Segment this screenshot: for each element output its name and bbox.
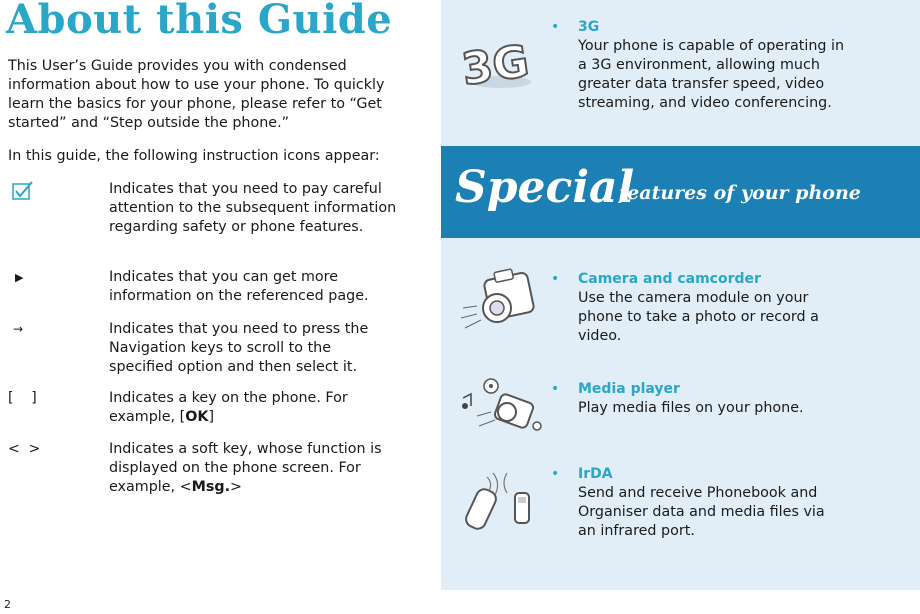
camera-icon	[457, 262, 541, 346]
feature-text: Play media files on your phone.	[578, 400, 804, 416]
bullet: •	[551, 271, 560, 287]
page-number: 2	[4, 598, 11, 611]
3g-icon	[457, 18, 537, 102]
feature-heading: IrDA	[578, 466, 613, 482]
feature-heading: Media player	[578, 381, 680, 397]
feature-text: Send and receive Phonebook and Organiser data and media files via an infrared port.	[578, 485, 825, 539]
banner-title: Special	[455, 162, 635, 213]
play-arrow-icon: ▶	[15, 271, 24, 284]
media-player-icon	[457, 376, 547, 444]
feature-heading: Camera and camcorder	[578, 271, 761, 287]
feature-text: Use the camera module on your phone to take a photo or record a video.	[578, 290, 819, 344]
bullet: •	[551, 381, 560, 397]
banner-subtitle: features of your phone	[619, 182, 861, 204]
icon-description: Indicates a key on the phone. For example, [OK]	[109, 390, 348, 425]
bullet: •	[551, 466, 560, 482]
checkbox-icon	[8, 180, 98, 207]
icon-description: Indicates a soft key, whose function is displayed on the phone screen. For example, <Msg.>	[109, 441, 382, 495]
section-banner	[441, 146, 920, 238]
feature-heading: 3G	[578, 19, 600, 35]
left-page	[0, 0, 441, 614]
feature-text: Your phone is capable of operating in a 3G environment, allowing much greater data transfer speed, video streaming, and video conferencing.	[578, 38, 845, 111]
icon-description: Indicates that you need to pay careful attention to the subsequent information regarding safety or phone features.	[109, 181, 397, 235]
irda-icon	[457, 469, 541, 543]
bullet: •	[551, 19, 560, 35]
icons-intro: In this guide, the following instruction icons appear:	[8, 148, 380, 164]
angle-bracket-symbol: < >	[8, 441, 41, 457]
icon-description: Indicates that you need to press the Navigation keys to scroll to the specified option and then select it.	[109, 321, 369, 375]
page-title: About this Guide	[6, 0, 393, 43]
intro-paragraph: This User’s Guide provides you with condensed information about how to use your phone. To quickly learn the basics for your phone, please refer to “Get started” and “Step outside the phone.”	[8, 58, 385, 131]
icon-description: Indicates that you can get more information on the referenced page.	[109, 269, 369, 304]
svg-text:3G: 3G	[458, 35, 533, 96]
bracket-symbol: [ ]	[8, 390, 37, 406]
right-arrow-icon: →	[13, 322, 24, 336]
